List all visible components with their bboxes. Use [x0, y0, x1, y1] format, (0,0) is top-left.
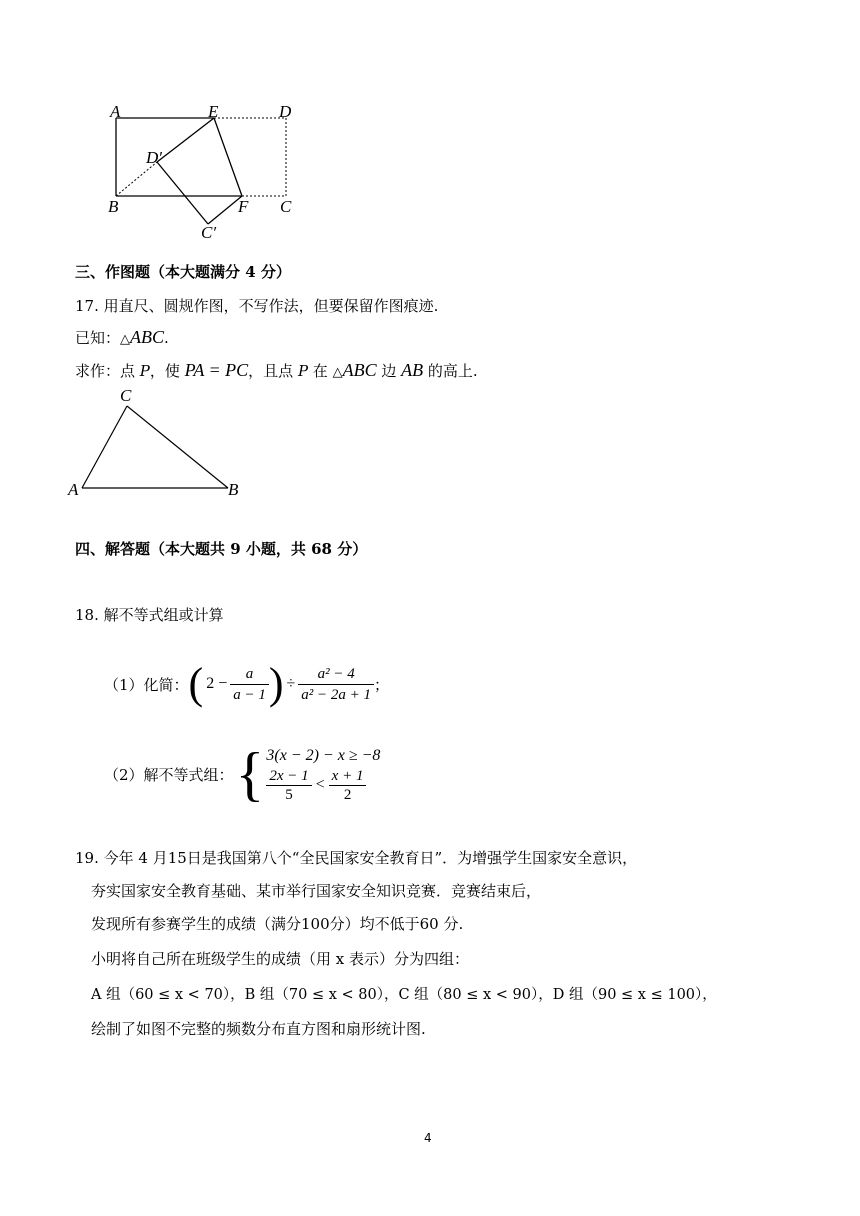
q19-line-2: 夯实国家安全教育基础、某市举行国家安全知识竞赛．竞赛结束后， — [91, 882, 542, 900]
section-4-heading: 四、解答题（本大题共 9 小题，共 68 分） — [75, 540, 368, 558]
triangle-symbol: △ — [120, 331, 131, 346]
edge-D-prime-C-prime — [157, 162, 208, 224]
q17-req-text-5: 边 — [376, 362, 402, 380]
crease-EF — [214, 118, 242, 196]
label-tri-C: C — [120, 386, 132, 405]
q17-req-AB: AB — [401, 360, 424, 380]
frac2-num: a² − 4 — [298, 664, 374, 685]
label-tri-B: B — [228, 480, 239, 499]
label-F: F — [238, 197, 249, 216]
q17-given-prefix: 已知： — [75, 329, 121, 347]
triangle-ABC-figure — [70, 390, 250, 500]
q19-line-4: 小明将自己所在班级学生的成绩（用 x 表示）分为四组： — [91, 950, 469, 968]
frac3-num: 2x − 1 — [266, 767, 311, 786]
right-paren: ) — [268, 659, 284, 708]
label-D: D — [279, 102, 292, 121]
q18-part1 — [104, 660, 389, 708]
inequality-system — [266, 745, 380, 804]
q17-req-text-2: ，使 — [149, 362, 185, 380]
label-A: A — [110, 102, 121, 121]
q18-part1-end: ； — [374, 675, 390, 694]
q18-part2-label: （2）解不等式组： — [104, 765, 234, 784]
fraction-a-over-a-minus-1 — [230, 664, 269, 705]
q17-requirement — [75, 360, 478, 381]
q17-req-text-4: 在 — [308, 362, 333, 380]
edge-ED-prime — [157, 118, 214, 162]
frac-2x-1-over-5 — [266, 767, 311, 804]
q17-given-suffix: . — [164, 329, 169, 347]
q17-req-tri: ABC — [342, 360, 377, 380]
q19-line-1: 19. 今年 4 月15日是我国第八个“全民国家安全教育日”．为增强学生国家安全意识， — [75, 849, 638, 867]
triangle-symbol-2: △ — [332, 364, 343, 379]
edge-C-prime-F — [208, 196, 242, 224]
q18-part1-label: （1）化简： — [104, 675, 189, 694]
q18-part2 — [104, 742, 380, 806]
side-AC — [82, 406, 127, 488]
left-brace: { — [235, 741, 265, 807]
label-C-prime: C′ — [201, 223, 217, 242]
left-paren: ( — [188, 659, 204, 708]
q17-instruction: 17. 用直尺、圆规作图，不写作法，但要保留作图痕迹. — [75, 297, 439, 315]
inequality-1: 3(x − 2) − x ≥ −8 — [266, 746, 381, 764]
q19-line-6: 绘制了如图不完整的频数分布直方图和扇形统计图. — [91, 1020, 426, 1038]
frac-x-plus-1-over-2 — [329, 767, 367, 804]
q19-line-3: 发现所有参赛学生的成绩（满分100分）均不低于60 分. — [91, 915, 464, 933]
q17-req-text-6: 的高上. — [423, 362, 478, 380]
frac1-den: a − 1 — [233, 686, 266, 703]
q17-given — [75, 327, 169, 348]
q17-req-text-3: ，且点 — [248, 362, 298, 380]
q17-req-text-1: 求作：点 — [75, 362, 140, 380]
label-C: C — [280, 197, 292, 216]
q17-req-P1: P — [139, 362, 150, 380]
frac3-den: 5 — [285, 786, 293, 803]
frac2-den: a² − 2a + 1 — [301, 686, 372, 703]
section-3-heading: 三、作图题（本大题满分 4 分） — [75, 263, 291, 281]
label-tri-A: A — [68, 480, 79, 499]
q17-req-P2: P — [297, 362, 309, 380]
frac4-den: 2 — [343, 786, 352, 803]
label-B: B — [108, 197, 119, 216]
q17-req-math: PA = PC — [184, 360, 249, 380]
page-number: 4 — [424, 1131, 432, 1145]
divide-sign: ÷ — [286, 675, 296, 692]
q18-two-minus: 2 − — [206, 675, 228, 692]
q17-given-math: ABC — [130, 327, 165, 347]
frac4-num: x + 1 — [329, 767, 367, 786]
label-D-prime: D′ — [146, 148, 162, 167]
less-than: < — [315, 776, 325, 793]
label-E: E — [208, 102, 219, 121]
side-CB — [127, 406, 228, 488]
inequality-2 — [266, 767, 380, 804]
q19-line-5: A 组（60 ≤ x < 70），B 组（70 ≤ x < 80），C 组（80 ≤ x < 90），D 组（90 ≤ x ≤ 100）， — [91, 987, 717, 1003]
fraction-a2-4-over-a2-2a-1 — [298, 664, 374, 705]
frac1-num: a — [230, 664, 269, 685]
q18-title: 18. 解不等式组或计算 — [75, 606, 224, 624]
